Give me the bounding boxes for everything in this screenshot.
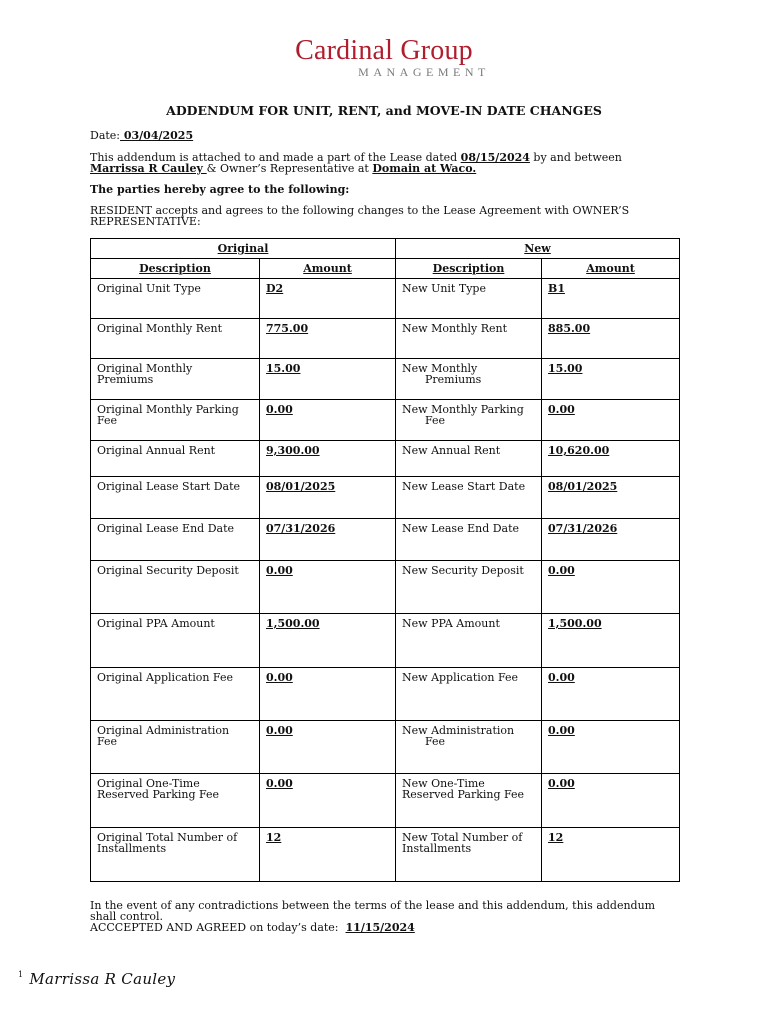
document-title: ADDENDUM FOR UNIT, RENT, and MOVE-IN DATE CHANGES [166,103,602,118]
original-amount: 775.00 [260,319,396,359]
new-description [396,441,542,477]
new-description [396,359,542,400]
original-description-header: Description [91,259,260,279]
original-description-line-1: Original Lease End Date [97,522,234,535]
new-description-line-2: Premiums [425,373,482,386]
original-amount-header: Amount [260,259,396,279]
original-description-line-1: Original Monthly Rent [97,322,223,335]
table-row [91,441,680,477]
date-line [90,130,193,142]
original-description-line-1: Original Total Number of [97,831,238,844]
table-column-header-row [91,259,680,279]
table-row [91,828,680,882]
new-description-line-1: New Monthly [402,362,478,375]
table-row [91,614,680,668]
new-amount-header: Amount [542,259,680,279]
new-description-line-1: New Annual Rent [402,444,501,457]
signature-mark: 1 [18,970,24,979]
original-amount: 1,500.00 [260,614,396,668]
original-description-line-1: Original Annual Rent [97,444,216,457]
table-row [91,400,680,441]
table-row [91,519,680,561]
original-description [91,561,260,614]
table-group-header-row [91,239,680,259]
new-description [396,828,542,882]
table-row [91,721,680,774]
original-description [91,774,260,828]
original-group-header: Original [91,239,396,259]
original-amount: 9,300.00 [260,441,396,477]
new-description-line-1: New Lease Start Date [402,480,526,493]
original-description-line-1: Original One-Time [97,777,200,790]
new-amount: 0.00 [542,774,680,828]
table-row [91,561,680,614]
new-description [396,774,542,828]
original-amount: 0.00 [260,561,396,614]
contradiction-line-1: In the event of any contradictions between the terms of the lease and this addendum, this addendum [90,899,656,912]
lease-date: 08/15/2024 [460,151,530,164]
intro-line-2 [90,163,476,175]
new-description [396,519,542,561]
accepted-line [90,922,415,934]
original-description [91,721,260,774]
original-description-line-1: Original Security Deposit [97,564,239,577]
original-amount: 08/01/2025 [260,477,396,519]
original-description-line-1: Original Administration [97,724,230,737]
resident-text-line-1: RESIDENT accepts and agrees to the following changes to the Lease Agreement with OWNER’S [90,204,630,217]
original-amount: 07/31/2026 [260,519,396,561]
original-amount: 15.00 [260,359,396,400]
new-description [396,319,542,359]
new-description-line-1: New Total Number of [402,831,523,844]
new-description-line-2: Fee [425,735,446,748]
original-description-line-2: Fee [97,414,118,427]
original-description [91,400,260,441]
property-name: Domain at Waco. [372,162,477,175]
new-amount: 15.00 [542,359,680,400]
original-description [91,359,260,400]
logo-company-name: Cardinal Group [295,35,473,66]
original-description-line-2: Installments [97,842,167,855]
resident-name: Marrissa R Cauley [90,162,207,175]
new-description [396,721,542,774]
original-description-line-2: Premiums [97,373,154,386]
new-description-line-1: New One-Time [402,777,485,790]
new-description-header: Description [396,259,542,279]
agree-heading: The parties hereby agree to the following: [90,183,350,196]
table-row [91,319,680,359]
intro-text-2: by and between [529,151,622,164]
original-description-line-2: Fee [97,735,118,748]
original-description-line-1: Original Monthly Parking [97,403,239,416]
original-description-line-1: Original Monthly [97,362,193,375]
new-description [396,668,542,721]
table-row [91,359,680,400]
original-amount: 0.00 [260,774,396,828]
accepted-date: 11/15/2024 [345,921,415,934]
new-description-line-2: Installments [402,842,472,855]
addendum-date: 03/04/2025 [120,129,194,142]
date-label: Date: [90,129,121,142]
table-row [91,668,680,721]
original-description-line-2: Reserved Parking Fee [97,788,220,801]
new-amount: 0.00 [542,721,680,774]
original-amount: 0.00 [260,668,396,721]
intro-text-1: This addendum is attached to and made a part of the Lease dated [90,151,461,164]
signature-name: Marrissa R Cauley [29,970,176,988]
new-amount: 08/01/2025 [542,477,680,519]
original-amount: D2 [260,279,396,319]
intro-text-3: & Owner’s Representative at [206,162,373,175]
new-amount: 0.00 [542,561,680,614]
original-description-line-1: Original Unit Type [97,282,201,295]
new-amount: B1 [542,279,680,319]
original-description [91,828,260,882]
new-description-line-1: New Security Deposit [402,564,524,577]
new-description [396,477,542,519]
new-description-line-1: New Monthly Rent [402,322,508,335]
new-description [396,561,542,614]
new-description [396,279,542,319]
new-amount: 0.00 [542,668,680,721]
new-description [396,400,542,441]
original-amount: 12 [260,828,396,882]
resident-signature [18,970,175,988]
new-amount: 0.00 [542,400,680,441]
original-description [91,614,260,668]
original-description [91,668,260,721]
table-row [91,774,680,828]
new-amount: 885.00 [542,319,680,359]
resident-text-line-2: REPRESENTATIVE: [90,215,201,228]
new-group-header: New [396,239,680,259]
table-row [91,279,680,319]
new-description-line-1: New Lease End Date [402,522,520,535]
original-description-line-1: Original Lease Start Date [97,480,241,493]
original-description-line-1: Original Application Fee [97,671,233,684]
logo-company-subtitle: MANAGEMENT [358,65,490,79]
original-description [91,477,260,519]
company-logo [0,36,768,78]
new-description-line-2: Reserved Parking Fee [402,788,525,801]
accepted-label: ACCCEPTED AND AGREED on today’s date: [90,921,346,934]
new-description [396,614,542,668]
contradiction-line-2: shall control. [90,910,164,923]
original-amount: 0.00 [260,721,396,774]
new-description-line-2: Fee [425,414,446,427]
table-body [91,279,680,882]
original-description [91,519,260,561]
new-amount: 07/31/2026 [542,519,680,561]
new-description-line-1: New Monthly Parking [402,403,524,416]
original-description-line-1: Original PPA Amount [97,617,215,630]
original-description [91,441,260,477]
original-description [91,279,260,319]
original-description [91,319,260,359]
new-description-line-1: New PPA Amount [402,617,500,630]
new-description-line-1: New Application Fee [402,671,519,684]
new-amount: 12 [542,828,680,882]
new-amount: 10,620.00 [542,441,680,477]
table-row [91,477,680,519]
new-amount: 1,500.00 [542,614,680,668]
changes-table [90,238,680,882]
original-amount: 0.00 [260,400,396,441]
new-description-line-1: New Administration [402,724,515,737]
new-description-line-1: New Unit Type [402,282,486,295]
